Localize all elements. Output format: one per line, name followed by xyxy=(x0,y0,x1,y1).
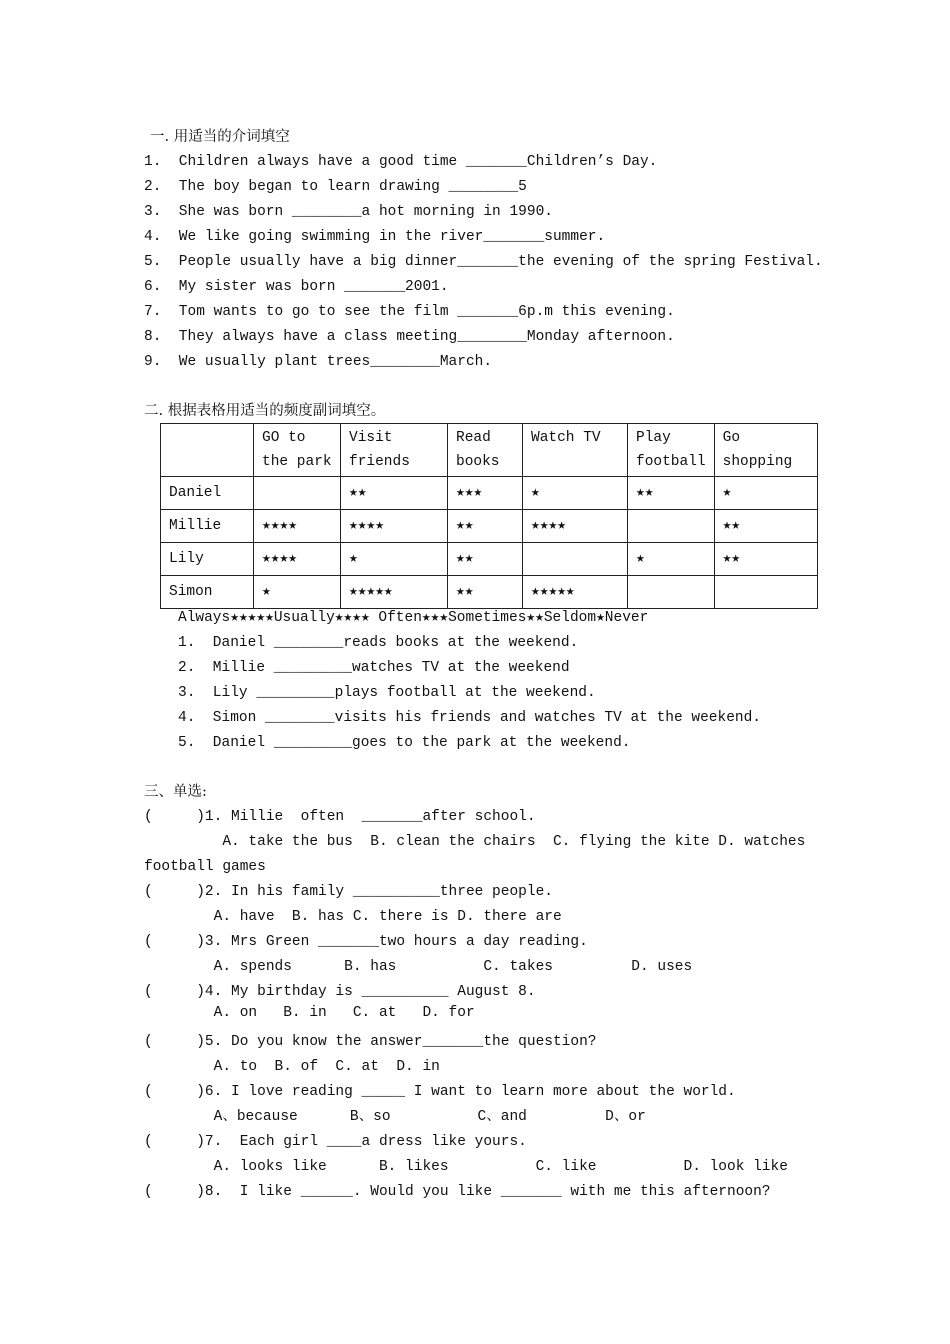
table-cell: ★★ xyxy=(448,576,523,609)
section2-item: 1. Daniel ________reads books at the weekend. xyxy=(178,635,579,651)
question-line: A. on B. in C. at D. for xyxy=(144,1005,475,1021)
question-line: A、because B、so C、and D、or xyxy=(144,1109,646,1125)
table-cell: ★★★★ xyxy=(523,510,628,543)
table-cell: ★★ xyxy=(341,477,448,510)
section2-item: 4. Simon ________visits his friends and watches TV at the weekend. xyxy=(178,710,761,726)
question-line: ( )8. I like ______. Would you like _______ with me this afternoon? xyxy=(144,1184,771,1200)
table-cell: ★★★ xyxy=(448,477,523,510)
question-line: ( )4. My birthday is __________ August 8. xyxy=(144,984,536,1000)
question-line: A. take the bus B. clean the chairs C. flying the kite D. watches xyxy=(144,834,806,850)
table-cell xyxy=(523,543,628,576)
table-header-cell: GO to the park xyxy=(254,424,341,477)
table-cell xyxy=(628,576,715,609)
table-cell: ★★★★★ xyxy=(523,576,628,609)
table-cell: Simon xyxy=(161,576,254,609)
question-line: ( )1. Millie often _______after school. xyxy=(144,809,536,825)
table-cell xyxy=(714,576,817,609)
section1-item: 4. We like going swimming in the river_______summer. xyxy=(144,229,606,245)
table-row xyxy=(161,576,818,609)
section1-item: 9. We usually plant trees________March. xyxy=(144,354,493,370)
table-row xyxy=(161,543,818,576)
section2-item: 2. Millie _________watches TV at the weekend xyxy=(178,660,570,676)
question-line: ( )7. Each girl ____a dress like yours. xyxy=(144,1134,527,1150)
question-line: A. have B. has C. there is D. there are xyxy=(144,909,562,925)
question-line: ( )2. In his family __________three people. xyxy=(144,884,553,900)
table-cell xyxy=(254,477,341,510)
section1-item: 5. People usually have a big dinner_______the evening of the spring Festival. xyxy=(144,254,823,270)
section1-item: 1. Children always have a good time _______Children’s Day. xyxy=(144,154,658,170)
table-cell: Lily xyxy=(161,543,254,576)
table-cell: ★ xyxy=(714,477,817,510)
table-cell: ★ xyxy=(254,576,341,609)
table-cell: ★★ xyxy=(714,510,817,543)
table-cell: ★★★★ xyxy=(254,543,341,576)
section1-item: 7. Tom wants to go to see the film _______6p.m this evening. xyxy=(144,304,675,320)
section1-heading: 一. 用适当的介词填空 xyxy=(150,129,290,145)
question-line: A. spends B. has C. takes D. uses xyxy=(144,959,693,975)
table-cell: ★★ xyxy=(448,543,523,576)
table-cell xyxy=(628,510,715,543)
question-line: football games xyxy=(144,859,266,875)
table-cell: ★★★★ xyxy=(341,510,448,543)
table-cell: ★★★★★ xyxy=(341,576,448,609)
section2-item: 5. Daniel _________goes to the park at the weekend. xyxy=(178,735,631,751)
table-cell: ★★ xyxy=(628,477,715,510)
section1-item: 8. They always have a class meeting________Monday afternoon. xyxy=(144,329,675,345)
frequency-table xyxy=(160,423,818,609)
question-line: ( )6. I love reading _____ I want to learn more about the world. xyxy=(144,1084,736,1100)
question-line: ( )5. Do you know the answer_______the question? xyxy=(144,1034,597,1050)
table-header-cell: Go shopping xyxy=(714,424,817,477)
table-header-cell: Play football xyxy=(628,424,715,477)
table-row xyxy=(161,477,818,510)
table-cell: ★ xyxy=(523,477,628,510)
section3-heading: 三、单选: xyxy=(144,784,207,800)
table-cell: ★★ xyxy=(448,510,523,543)
table-cell: ★★ xyxy=(714,543,817,576)
table-row xyxy=(161,510,818,543)
table-header-cell: Visit friends xyxy=(341,424,448,477)
table-cell: Daniel xyxy=(161,477,254,510)
section1-item: 3. She was born ________a hot morning in 1990. xyxy=(144,204,553,220)
section1-item: 6. My sister was born _______2001. xyxy=(144,279,449,295)
table-cell: Millie xyxy=(161,510,254,543)
section2-item: 3. Lily _________plays football at the weekend. xyxy=(178,685,596,701)
table-header-cell xyxy=(161,424,254,477)
table-cell: ★ xyxy=(341,543,448,576)
table-header-cell: Read books xyxy=(448,424,523,477)
table-header-cell: Watch TV xyxy=(523,424,628,477)
table-header-row xyxy=(161,424,818,477)
question-line: ( )3. Mrs Green _______two hours a day reading. xyxy=(144,934,588,950)
section1-item: 2. The boy began to learn drawing ________5 xyxy=(144,179,527,195)
question-line: A. to B. of C. at D. in xyxy=(144,1059,440,1075)
table-cell: ★★★★ xyxy=(254,510,341,543)
question-line: A. looks like B. likes C. like D. look like xyxy=(144,1159,788,1175)
section2-heading: 二. 根据表格用适当的频度副词填空。 xyxy=(144,403,386,419)
frequency-legend: Always★★★★★Usually★★★★ Often★★★Sometimes★★Seldom★Never xyxy=(178,610,649,626)
table-cell: ★ xyxy=(628,543,715,576)
